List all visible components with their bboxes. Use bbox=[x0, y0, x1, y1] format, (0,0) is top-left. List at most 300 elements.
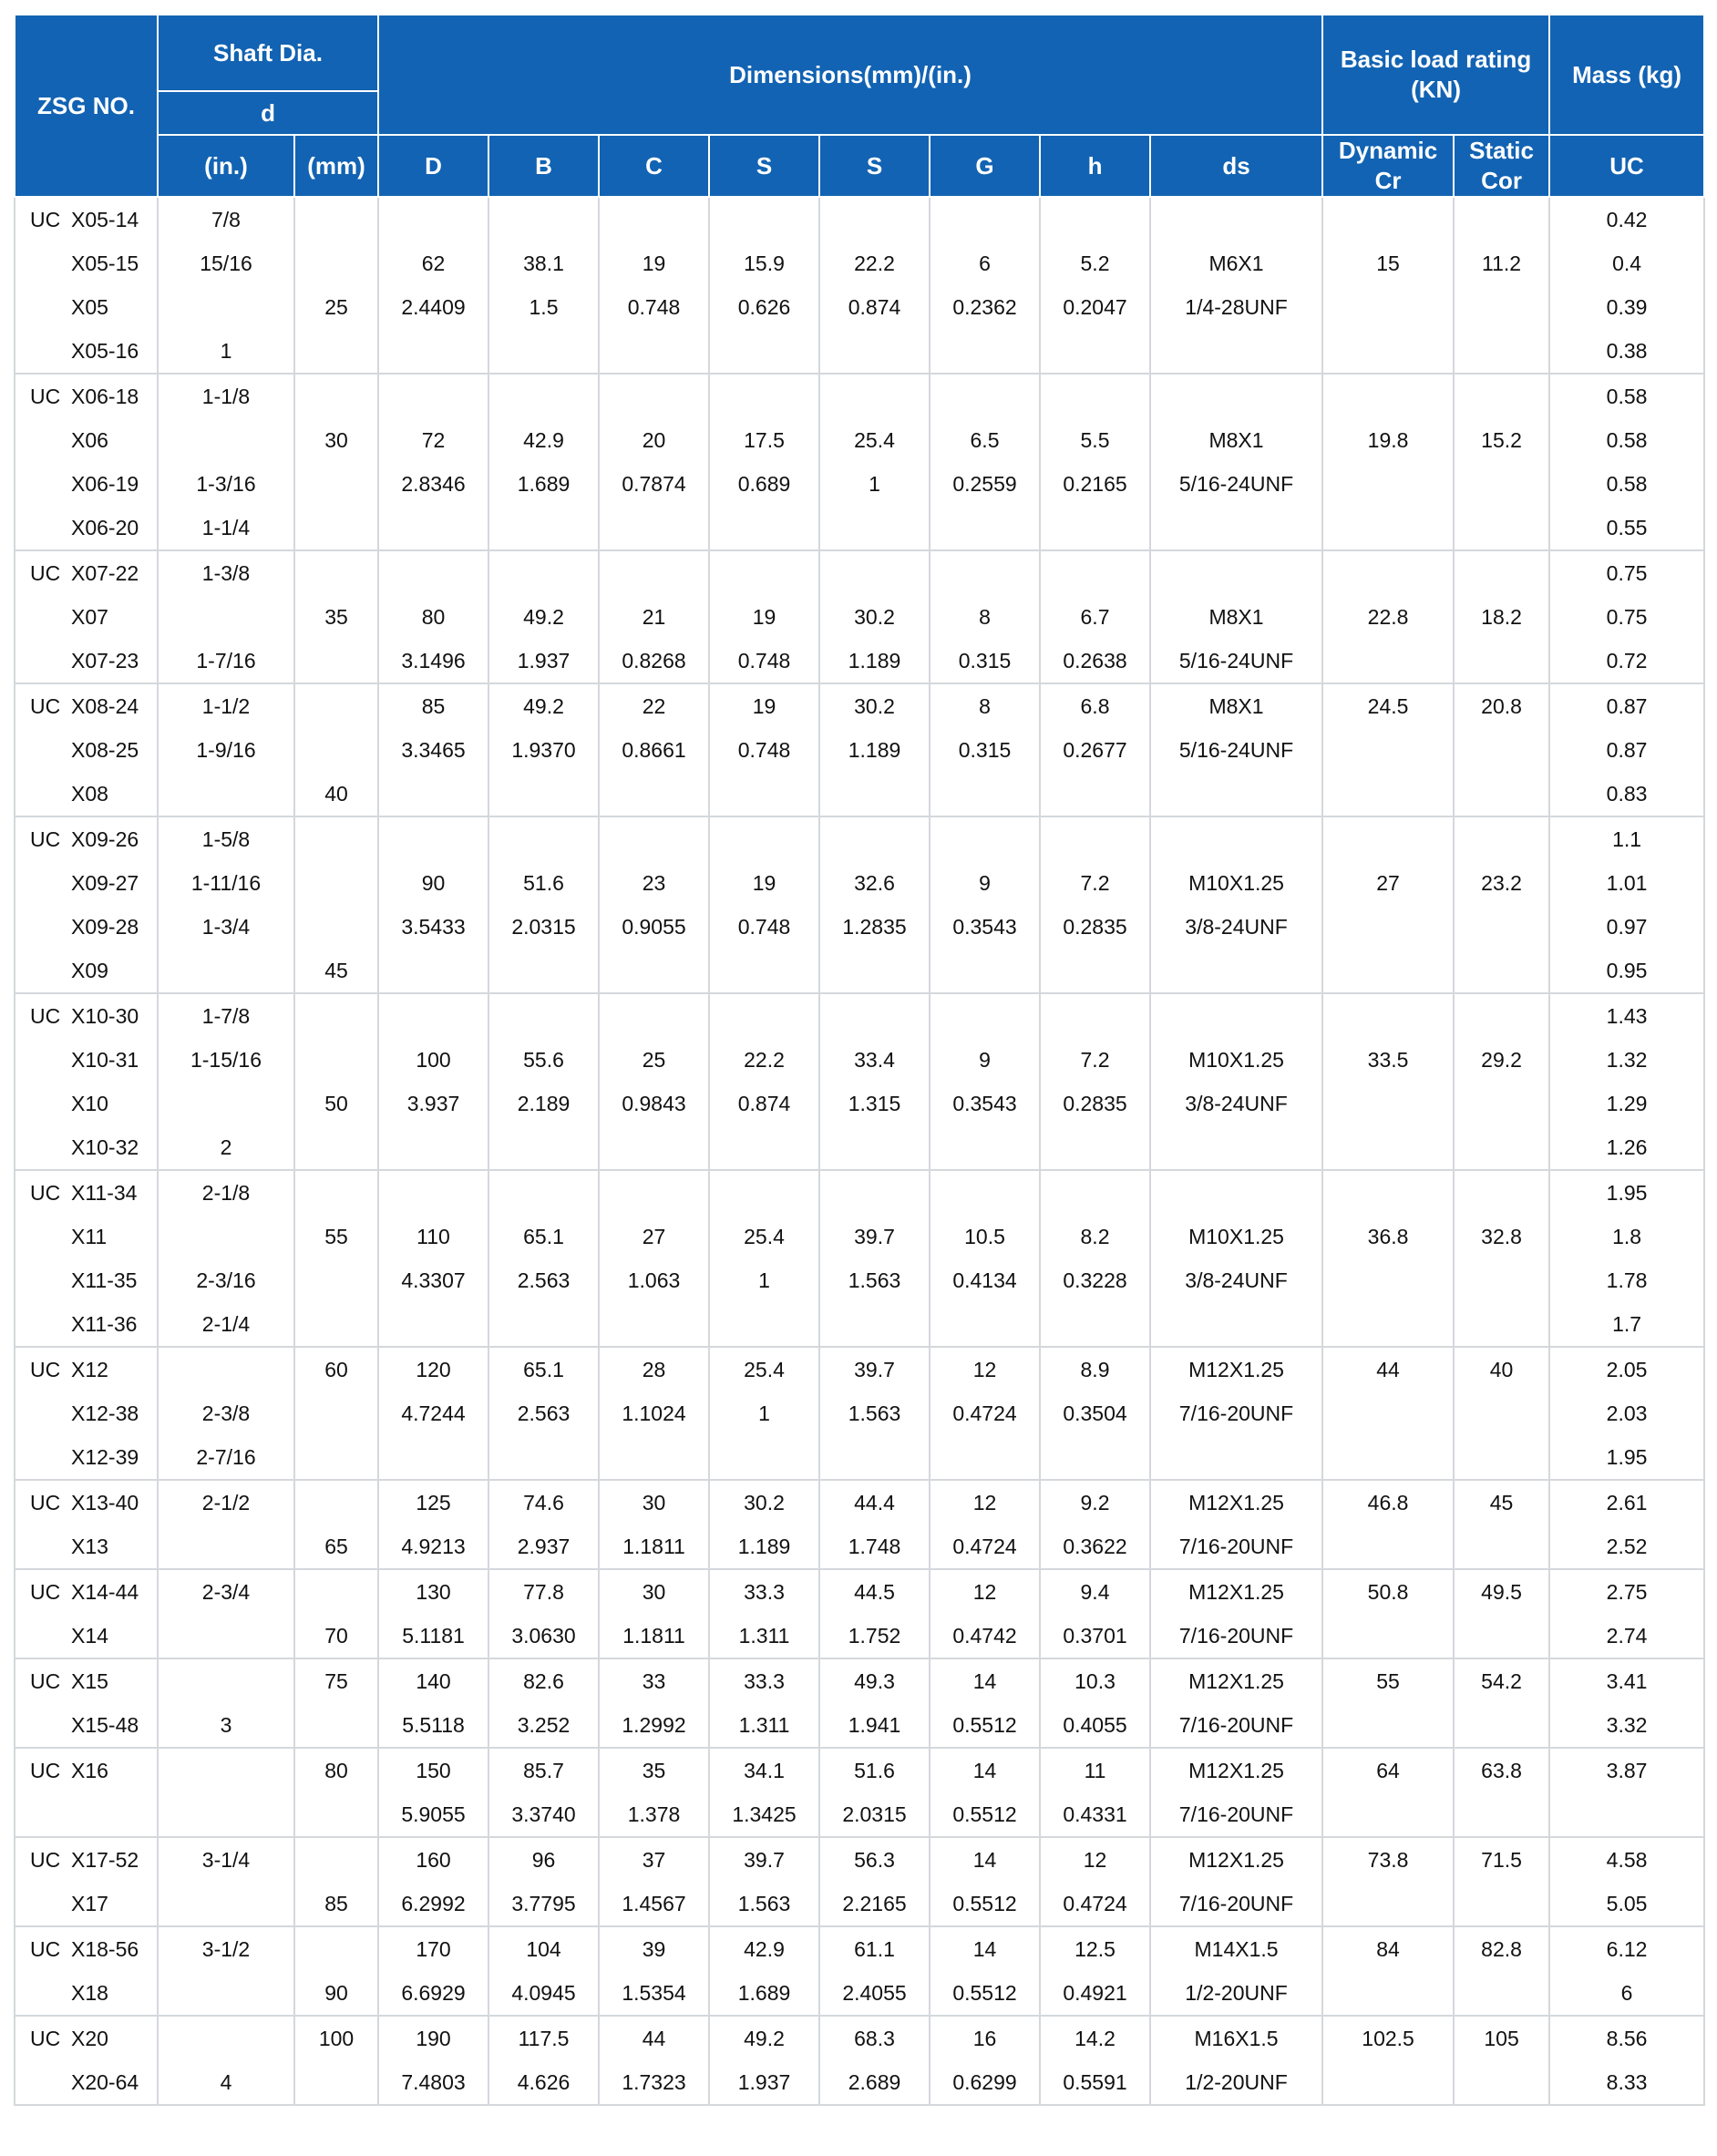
bearing-group bbox=[15, 1748, 1704, 1837]
zsg-no-cell bbox=[15, 993, 158, 1038]
dim-b-cell: 42.9 bbox=[488, 418, 599, 462]
dynamic-load-cell bbox=[1322, 1082, 1454, 1125]
dim-d-cell: 85 bbox=[378, 683, 488, 728]
shaft-dia-in-cell bbox=[158, 1525, 294, 1569]
model-number: X05-15 bbox=[71, 251, 139, 275]
static-load-cell bbox=[1454, 949, 1549, 993]
table-row bbox=[15, 905, 1704, 949]
dim-h-cell: 6.7 bbox=[1040, 595, 1150, 639]
table-row bbox=[15, 2016, 1704, 2060]
dim-g-cell bbox=[930, 772, 1040, 816]
shaft-dia-mm-cell bbox=[294, 1391, 378, 1435]
dim-c-cell bbox=[599, 949, 709, 993]
dynamic-load-cell: 36.8 bbox=[1322, 1215, 1454, 1258]
static-load-cell: 11.2 bbox=[1454, 241, 1549, 285]
dim-s1-cell: 1 bbox=[709, 1258, 819, 1302]
model-number: X08 bbox=[71, 781, 108, 806]
zsg-no-cell bbox=[15, 1435, 158, 1480]
dim-h-cell: 0.2165 bbox=[1040, 462, 1150, 506]
dim-ds-cell: 5/16-24UNF bbox=[1150, 462, 1322, 506]
dim-h-cell: 0.3228 bbox=[1040, 1258, 1150, 1302]
dim-s1-cell: 1.3425 bbox=[709, 1792, 819, 1837]
dim-b-cell: 117.5 bbox=[488, 2016, 599, 2060]
shaft-dia-mm-cell bbox=[294, 374, 378, 418]
dim-g-cell: 6.5 bbox=[930, 418, 1040, 462]
bearing-group bbox=[15, 1480, 1704, 1569]
table-row bbox=[15, 1703, 1704, 1748]
dim-h-cell: 0.2835 bbox=[1040, 1082, 1150, 1125]
zsg-no-cell bbox=[15, 595, 158, 639]
static-load-cell bbox=[1454, 1082, 1549, 1125]
static-load-cell bbox=[1454, 772, 1549, 816]
dim-ds-cell bbox=[1150, 816, 1322, 861]
shaft-dia-mm-cell bbox=[294, 462, 378, 506]
dim-c-cell: 1.1811 bbox=[599, 1525, 709, 1569]
mass-uc-cell: 1.1 bbox=[1549, 816, 1704, 861]
shaft-dia-mm-cell bbox=[294, 1125, 378, 1170]
dim-g-cell: 0.5512 bbox=[930, 1703, 1040, 1748]
table-row bbox=[15, 2060, 1704, 2105]
dim-s2-cell: 1.941 bbox=[819, 1703, 930, 1748]
dim-b-cell: 4.0945 bbox=[488, 1971, 599, 2016]
dynamic-load-cell: 46.8 bbox=[1322, 1480, 1454, 1525]
dim-s2-cell: 1.2835 bbox=[819, 905, 930, 949]
dim-s1-cell: 15.9 bbox=[709, 241, 819, 285]
dim-d-cell bbox=[378, 1170, 488, 1215]
dim-ds-cell: M12X1.25 bbox=[1150, 1748, 1322, 1792]
table-row bbox=[15, 1038, 1704, 1082]
dim-b-cell: 3.7795 bbox=[488, 1882, 599, 1926]
table-row bbox=[15, 285, 1704, 329]
dim-h-cell bbox=[1040, 1170, 1150, 1215]
dynamic-load-cell bbox=[1322, 1391, 1454, 1435]
shaft-dia-in-cell bbox=[158, 949, 294, 993]
static-load-cell bbox=[1454, 374, 1549, 418]
bearing-group bbox=[15, 1347, 1704, 1480]
shaft-dia-mm-cell: 30 bbox=[294, 418, 378, 462]
shaft-dia-in-cell: 1-5/8 bbox=[158, 816, 294, 861]
zsg-no-cell bbox=[15, 1215, 158, 1258]
zsg-no-cell bbox=[15, 1837, 158, 1882]
bearing-group bbox=[15, 2016, 1704, 2105]
dim-ds-cell: M10X1.25 bbox=[1150, 1215, 1322, 1258]
mass-uc-cell: 1.95 bbox=[1549, 1170, 1704, 1215]
model-number: X10-31 bbox=[71, 1047, 139, 1072]
dim-s1-cell: 25.4 bbox=[709, 1215, 819, 1258]
dim-h-cell: 5.2 bbox=[1040, 241, 1150, 285]
dim-ds-cell: M12X1.25 bbox=[1150, 1837, 1322, 1882]
dim-ds-cell bbox=[1150, 949, 1322, 993]
shaft-dia-mm-cell bbox=[294, 550, 378, 595]
table-row bbox=[15, 861, 1704, 905]
shaft-dia-mm-cell bbox=[294, 1302, 378, 1347]
mass-uc-cell: 3.41 bbox=[1549, 1658, 1704, 1703]
dim-s2-cell bbox=[819, 197, 930, 241]
dim-s1-cell: 0.874 bbox=[709, 1082, 819, 1125]
dim-h-cell bbox=[1040, 1302, 1150, 1347]
dynamic-load-cell bbox=[1322, 639, 1454, 683]
dim-c-cell: 30 bbox=[599, 1480, 709, 1525]
dim-s1-cell: 0.689 bbox=[709, 462, 819, 506]
static-load-cell bbox=[1454, 905, 1549, 949]
dim-s1-cell: 39.7 bbox=[709, 1837, 819, 1882]
bearing-group bbox=[15, 1569, 1704, 1658]
dim-b-cell: 1.937 bbox=[488, 639, 599, 683]
header-mass: Mass (kg) bbox=[1549, 15, 1704, 135]
dim-b-cell bbox=[488, 772, 599, 816]
static-load-cell bbox=[1454, 1258, 1549, 1302]
dim-d-cell: 6.2992 bbox=[378, 1882, 488, 1926]
shaft-dia-in-cell: 2-3/8 bbox=[158, 1391, 294, 1435]
table-row bbox=[15, 1926, 1704, 1971]
dim-d-cell: 110 bbox=[378, 1215, 488, 1258]
zsg-no-cell bbox=[15, 1882, 158, 1926]
dim-ds-cell bbox=[1150, 993, 1322, 1038]
dim-h-cell: 5.5 bbox=[1040, 418, 1150, 462]
dim-g-cell: 0.5512 bbox=[930, 1882, 1040, 1926]
static-load-cell bbox=[1454, 993, 1549, 1038]
table-row bbox=[15, 418, 1704, 462]
dim-ds-cell: 7/16-20UNF bbox=[1150, 1882, 1322, 1926]
zsg-no-cell bbox=[15, 1391, 158, 1435]
static-load-cell: 23.2 bbox=[1454, 861, 1549, 905]
dim-g-cell: 6 bbox=[930, 241, 1040, 285]
shaft-dia-mm-cell bbox=[294, 1480, 378, 1525]
series-prefix: UC bbox=[30, 560, 61, 585]
dim-b-cell bbox=[488, 1302, 599, 1347]
dim-c-cell: 1.063 bbox=[599, 1258, 709, 1302]
mass-uc-cell: 0.58 bbox=[1549, 374, 1704, 418]
dim-b-cell: 3.3740 bbox=[488, 1792, 599, 1837]
zsg-no-cell bbox=[15, 1038, 158, 1082]
dynamic-load-cell bbox=[1322, 993, 1454, 1038]
dim-d-cell bbox=[378, 374, 488, 418]
dim-s2-cell: 2.689 bbox=[819, 2060, 930, 2105]
dim-s2-cell: 30.2 bbox=[819, 595, 930, 639]
dim-c-cell bbox=[599, 772, 709, 816]
dim-g-cell: 0.2559 bbox=[930, 462, 1040, 506]
dim-b-cell bbox=[488, 550, 599, 595]
dim-s2-cell: 2.2165 bbox=[819, 1882, 930, 1926]
dim-s2-cell: 1.315 bbox=[819, 1082, 930, 1125]
dim-g-cell: 14 bbox=[930, 1658, 1040, 1703]
table-header bbox=[15, 15, 1704, 197]
static-load-cell bbox=[1454, 550, 1549, 595]
mass-uc-cell: 1.95 bbox=[1549, 1435, 1704, 1480]
model-number: X09-28 bbox=[71, 914, 139, 939]
dim-c-cell: 1.378 bbox=[599, 1792, 709, 1837]
dynamic-load-cell bbox=[1322, 285, 1454, 329]
shaft-dia-in-cell: 3 bbox=[158, 1703, 294, 1748]
header-mm: (mm) bbox=[294, 135, 378, 197]
mass-uc-cell: 0.38 bbox=[1549, 329, 1704, 374]
table-row bbox=[15, 1658, 1704, 1703]
dim-d-cell bbox=[378, 816, 488, 861]
dim-s1-cell: 0.748 bbox=[709, 905, 819, 949]
dim-ds-cell: 3/8-24UNF bbox=[1150, 1258, 1322, 1302]
dim-d-cell: 190 bbox=[378, 2016, 488, 2060]
table-row bbox=[15, 595, 1704, 639]
header-d: d bbox=[158, 91, 378, 135]
shaft-dia-mm-cell: 40 bbox=[294, 772, 378, 816]
shaft-dia-mm-cell: 100 bbox=[294, 2016, 378, 2060]
dim-g-cell: 14 bbox=[930, 1837, 1040, 1882]
mass-uc-cell: 0.97 bbox=[1549, 905, 1704, 949]
mass-uc-cell: 0.4 bbox=[1549, 241, 1704, 285]
model-number: X08-25 bbox=[71, 737, 139, 762]
dim-g-cell bbox=[930, 329, 1040, 374]
dim-b-cell: 2.563 bbox=[488, 1258, 599, 1302]
mass-uc-cell: 1.78 bbox=[1549, 1258, 1704, 1302]
dim-ds-cell: M16X1.5 bbox=[1150, 2016, 1322, 2060]
dim-s2-cell: 61.1 bbox=[819, 1926, 930, 1971]
dim-s1-cell bbox=[709, 1125, 819, 1170]
mass-uc-cell: 0.55 bbox=[1549, 506, 1704, 550]
dim-d-cell: 2.4409 bbox=[378, 285, 488, 329]
shaft-dia-in-cell: 1-9/16 bbox=[158, 728, 294, 772]
shaft-dia-mm-cell bbox=[294, 905, 378, 949]
dim-h-cell bbox=[1040, 949, 1150, 993]
dynamic-load-cell bbox=[1322, 1302, 1454, 1347]
shaft-dia-mm-cell: 90 bbox=[294, 1971, 378, 2016]
dim-b-cell: 49.2 bbox=[488, 683, 599, 728]
dim-b-cell: 96 bbox=[488, 1837, 599, 1882]
dim-c-cell: 0.7874 bbox=[599, 462, 709, 506]
dim-s1-cell: 1.189 bbox=[709, 1525, 819, 1569]
dim-ds-cell: M12X1.25 bbox=[1150, 1569, 1322, 1614]
dim-ds-cell: 3/8-24UNF bbox=[1150, 905, 1322, 949]
mass-uc-cell: 2.03 bbox=[1549, 1391, 1704, 1435]
dim-ds-cell: 7/16-20UNF bbox=[1150, 1525, 1322, 1569]
zsg-no-cell bbox=[15, 639, 158, 683]
model-number: X12-39 bbox=[71, 1444, 139, 1469]
shaft-dia-mm-cell: 45 bbox=[294, 949, 378, 993]
dim-d-cell: 90 bbox=[378, 861, 488, 905]
model-number: X18 bbox=[71, 1980, 108, 2005]
dim-h-cell bbox=[1040, 374, 1150, 418]
dim-b-cell: 2.0315 bbox=[488, 905, 599, 949]
model-number: X06-20 bbox=[71, 515, 139, 539]
zsg-no-cell bbox=[15, 1614, 158, 1658]
dim-g-cell: 0.4724 bbox=[930, 1525, 1040, 1569]
dim-b-cell: 77.8 bbox=[488, 1569, 599, 1614]
zsg-no-cell bbox=[15, 1480, 158, 1525]
table-row bbox=[15, 1391, 1704, 1435]
dim-s1-cell bbox=[709, 816, 819, 861]
table-row bbox=[15, 728, 1704, 772]
dim-s2-cell bbox=[819, 506, 930, 550]
dim-s2-cell: 51.6 bbox=[819, 1748, 930, 1792]
static-load-cell bbox=[1454, 1703, 1549, 1748]
table-row bbox=[15, 462, 1704, 506]
dim-h-cell bbox=[1040, 816, 1150, 861]
dim-d-cell: 80 bbox=[378, 595, 488, 639]
dim-h-cell bbox=[1040, 550, 1150, 595]
dim-ds-cell: M10X1.25 bbox=[1150, 1038, 1322, 1082]
shaft-dia-mm-cell bbox=[294, 2060, 378, 2105]
dim-d-cell: 3.3465 bbox=[378, 728, 488, 772]
static-load-cell: 15.2 bbox=[1454, 418, 1549, 462]
dim-h-cell: 0.5591 bbox=[1040, 2060, 1150, 2105]
dim-h-cell: 10.3 bbox=[1040, 1658, 1150, 1703]
shaft-dia-in-cell bbox=[158, 1658, 294, 1703]
dim-g-cell bbox=[930, 197, 1040, 241]
static-load-cell bbox=[1454, 1614, 1549, 1658]
dim-ds-cell: 7/16-20UNF bbox=[1150, 1614, 1322, 1658]
dim-c-cell: 1.1811 bbox=[599, 1614, 709, 1658]
dim-h-cell: 0.4055 bbox=[1040, 1703, 1150, 1748]
dim-g-cell: 9 bbox=[930, 1038, 1040, 1082]
dim-s1-cell bbox=[709, 197, 819, 241]
dim-d-cell: 150 bbox=[378, 1748, 488, 1792]
shaft-dia-in-cell: 1-1/2 bbox=[158, 683, 294, 728]
dim-ds-cell: 3/8-24UNF bbox=[1150, 1082, 1322, 1125]
dim-s1-cell: 30.2 bbox=[709, 1480, 819, 1525]
model-number: X13-40 bbox=[71, 1490, 139, 1514]
dim-ds-cell: M12X1.25 bbox=[1150, 1347, 1322, 1391]
dim-c-cell: 1.7323 bbox=[599, 2060, 709, 2105]
dim-s1-cell: 33.3 bbox=[709, 1569, 819, 1614]
dim-s1-cell: 0.626 bbox=[709, 285, 819, 329]
dim-b-cell bbox=[488, 949, 599, 993]
shaft-dia-in-cell: 2-7/16 bbox=[158, 1435, 294, 1480]
shaft-dia-mm-cell: 70 bbox=[294, 1614, 378, 1658]
shaft-dia-in-cell bbox=[158, 1614, 294, 1658]
dynamic-load-cell bbox=[1322, 1971, 1454, 2016]
shaft-dia-in-cell: 2-3/4 bbox=[158, 1569, 294, 1614]
zsg-no-cell bbox=[15, 683, 158, 728]
shaft-dia-in-cell bbox=[158, 1792, 294, 1837]
shaft-dia-in-cell: 1 bbox=[158, 329, 294, 374]
model-number: X10-32 bbox=[71, 1134, 139, 1159]
dim-h-cell: 12 bbox=[1040, 1837, 1150, 1882]
shaft-dia-mm-cell: 25 bbox=[294, 285, 378, 329]
static-load-cell bbox=[1454, 1302, 1549, 1347]
dim-ds-cell: M8X1 bbox=[1150, 683, 1322, 728]
model-number: X20-64 bbox=[71, 2069, 139, 2094]
dim-s2-cell bbox=[819, 772, 930, 816]
mass-uc-cell: 2.61 bbox=[1549, 1480, 1704, 1525]
dim-b-cell bbox=[488, 816, 599, 861]
table-row bbox=[15, 1837, 1704, 1882]
dim-d-cell bbox=[378, 772, 488, 816]
dim-b-cell: 55.6 bbox=[488, 1038, 599, 1082]
shaft-dia-mm-cell: 80 bbox=[294, 1748, 378, 1792]
dynamic-load-cell: 44 bbox=[1322, 1347, 1454, 1391]
dynamic-load-cell bbox=[1322, 949, 1454, 993]
dim-ds-cell: M12X1.25 bbox=[1150, 1480, 1322, 1525]
dim-s1-cell: 25.4 bbox=[709, 1347, 819, 1391]
dim-ds-cell bbox=[1150, 1435, 1322, 1480]
model-number: X06 bbox=[71, 427, 108, 452]
dynamic-load-cell: 73.8 bbox=[1322, 1837, 1454, 1882]
dim-s2-cell bbox=[819, 550, 930, 595]
shaft-dia-mm-cell bbox=[294, 241, 378, 285]
table-row bbox=[15, 1347, 1704, 1391]
dim-ds-cell bbox=[1150, 772, 1322, 816]
zsg-no-cell bbox=[15, 772, 158, 816]
dim-ds-cell bbox=[1150, 197, 1322, 241]
dim-c-cell: 25 bbox=[599, 1038, 709, 1082]
model-number: X09 bbox=[71, 958, 108, 982]
dim-g-cell bbox=[930, 1435, 1040, 1480]
shaft-dia-in-cell: 3-1/2 bbox=[158, 1926, 294, 1971]
mass-uc-cell: 2.05 bbox=[1549, 1347, 1704, 1391]
shaft-dia-mm-cell bbox=[294, 993, 378, 1038]
dim-c-cell: 0.8268 bbox=[599, 639, 709, 683]
mass-uc-cell: 2.75 bbox=[1549, 1569, 1704, 1614]
shaft-dia-mm-cell: 35 bbox=[294, 595, 378, 639]
dim-b-cell: 65.1 bbox=[488, 1215, 599, 1258]
model-number: X12-38 bbox=[71, 1401, 139, 1425]
dim-s2-cell: 30.2 bbox=[819, 683, 930, 728]
zsg-no-cell bbox=[15, 949, 158, 993]
dynamic-load-cell: 24.5 bbox=[1322, 683, 1454, 728]
dim-g-cell: 0.3543 bbox=[930, 1082, 1040, 1125]
dim-ds-cell: 7/16-20UNF bbox=[1150, 1703, 1322, 1748]
mass-uc-cell: 1.29 bbox=[1549, 1082, 1704, 1125]
dim-d-cell: 3.937 bbox=[378, 1082, 488, 1125]
dim-s2-cell: 1.752 bbox=[819, 1614, 930, 1658]
shaft-dia-in-cell: 1-3/16 bbox=[158, 462, 294, 506]
dim-c-cell: 22 bbox=[599, 683, 709, 728]
dim-b-cell bbox=[488, 374, 599, 418]
shaft-dia-mm-cell bbox=[294, 639, 378, 683]
dynamic-load-cell bbox=[1322, 1125, 1454, 1170]
dim-h-cell: 0.2677 bbox=[1040, 728, 1150, 772]
dim-d-cell: 125 bbox=[378, 1480, 488, 1525]
static-load-cell bbox=[1454, 1391, 1549, 1435]
dim-c-cell: 21 bbox=[599, 595, 709, 639]
dynamic-load-cell: 33.5 bbox=[1322, 1038, 1454, 1082]
zsg-no-cell bbox=[15, 1748, 158, 1792]
dim-c-cell: 0.9055 bbox=[599, 905, 709, 949]
shaft-dia-in-cell: 1-1/8 bbox=[158, 374, 294, 418]
zsg-no-cell bbox=[15, 285, 158, 329]
dim-g-cell: 12 bbox=[930, 1569, 1040, 1614]
static-load-cell bbox=[1454, 1125, 1549, 1170]
static-load-cell: 82.8 bbox=[1454, 1926, 1549, 1971]
table-row bbox=[15, 1215, 1704, 1258]
shaft-dia-mm-cell bbox=[294, 1435, 378, 1480]
dynamic-load-cell bbox=[1322, 1258, 1454, 1302]
table-row bbox=[15, 374, 1704, 418]
dim-s1-cell: 1 bbox=[709, 1391, 819, 1435]
dim-s1-cell: 1.311 bbox=[709, 1614, 819, 1658]
dim-h-cell: 12.5 bbox=[1040, 1926, 1150, 1971]
dim-s2-cell: 1.563 bbox=[819, 1258, 930, 1302]
dim-h-cell: 0.4331 bbox=[1040, 1792, 1150, 1837]
zsg-no-cell bbox=[15, 462, 158, 506]
series-prefix: UC bbox=[30, 2026, 61, 2050]
zsg-no-cell bbox=[15, 1658, 158, 1703]
bearing-group bbox=[15, 550, 1704, 683]
bearing-group bbox=[15, 1926, 1704, 2016]
dim-h-cell: 6.8 bbox=[1040, 683, 1150, 728]
dynamic-load-cell bbox=[1322, 772, 1454, 816]
zsg-no-cell bbox=[15, 550, 158, 595]
dim-s2-cell: 44.4 bbox=[819, 1480, 930, 1525]
dim-g-cell bbox=[930, 1302, 1040, 1347]
dim-c-cell: 20 bbox=[599, 418, 709, 462]
dim-b-cell bbox=[488, 197, 599, 241]
model-number: X07-22 bbox=[71, 560, 139, 585]
zsg-no-cell bbox=[15, 1125, 158, 1170]
dim-s2-cell bbox=[819, 329, 930, 374]
dim-d-cell: 170 bbox=[378, 1926, 488, 1971]
static-load-cell bbox=[1454, 1971, 1549, 2016]
zsg-no-cell bbox=[15, 418, 158, 462]
